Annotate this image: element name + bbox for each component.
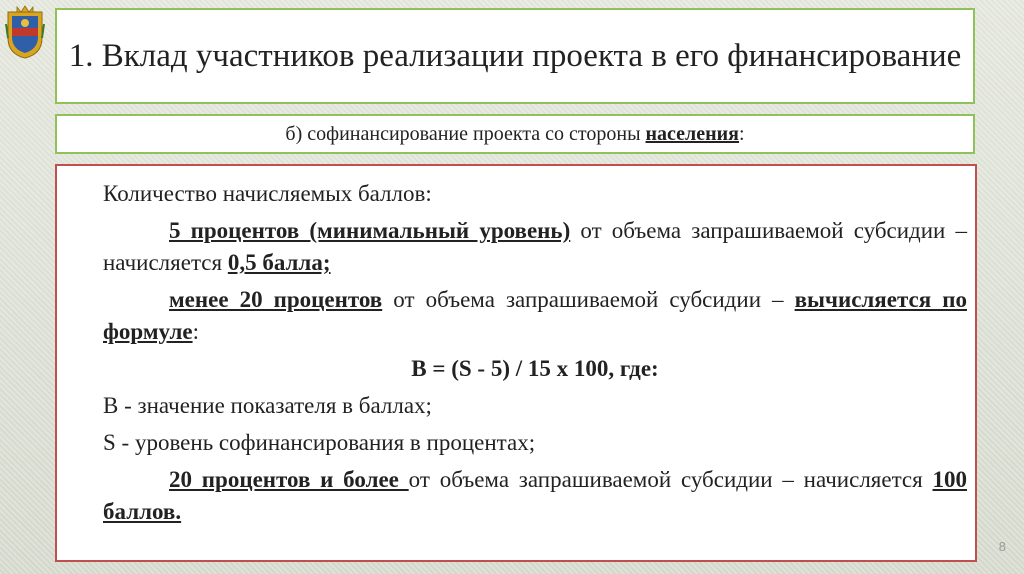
rule-under-20-formula-note: вычисляется по формуле xyxy=(103,287,967,344)
coat-of-arms-icon xyxy=(4,4,46,60)
slide-title: 1. Вклад участников реализации проекта в его финансирование xyxy=(68,38,962,74)
content-box xyxy=(55,164,977,562)
subtitle-emphasis: населения xyxy=(645,122,740,145)
formula: B = (S - 5) / 15 x 100, где: xyxy=(411,356,659,381)
rule-under-20-suffix: : xyxy=(192,319,199,344)
rule-under-20-percent xyxy=(103,284,967,348)
rule-5-percent-text: от объема запрашиваемой субсидии – начисляется xyxy=(103,218,968,275)
definition-b: B - значение показателя в баллах; xyxy=(103,393,432,418)
rule-20-plus-emphasis: 20 процентов и более xyxy=(169,467,409,492)
rule-under-20-emphasis: менее 20 процентов xyxy=(169,287,383,312)
subtitle-suffix: : xyxy=(739,122,745,145)
rule-5-percent-emphasis: 5 процентов (минимальный уровень) xyxy=(169,218,571,243)
content-heading: Количество начисляемых баллов: xyxy=(103,181,432,206)
subtitle-text xyxy=(285,123,744,146)
rule-under-20-text: от объема запрашиваемой субсидии – xyxy=(382,287,795,312)
rule-20-plus-text: от объема запрашиваемой субсидии – начисляется xyxy=(408,467,933,492)
title-box xyxy=(55,8,975,104)
subtitle-box xyxy=(55,114,975,154)
rule-20-percent-plus xyxy=(103,464,967,528)
rule-5-percent xyxy=(103,215,967,279)
rule-5-percent-value: 0,5 балла; xyxy=(227,250,331,275)
page-number: 8 xyxy=(998,539,1006,554)
rule-20-plus-value: 100 баллов. xyxy=(103,467,967,524)
definition-s: S - уровень софинансирования в процентах; xyxy=(103,430,536,455)
subtitle-prefix: б) софинансирование проекта со стороны xyxy=(285,122,646,145)
